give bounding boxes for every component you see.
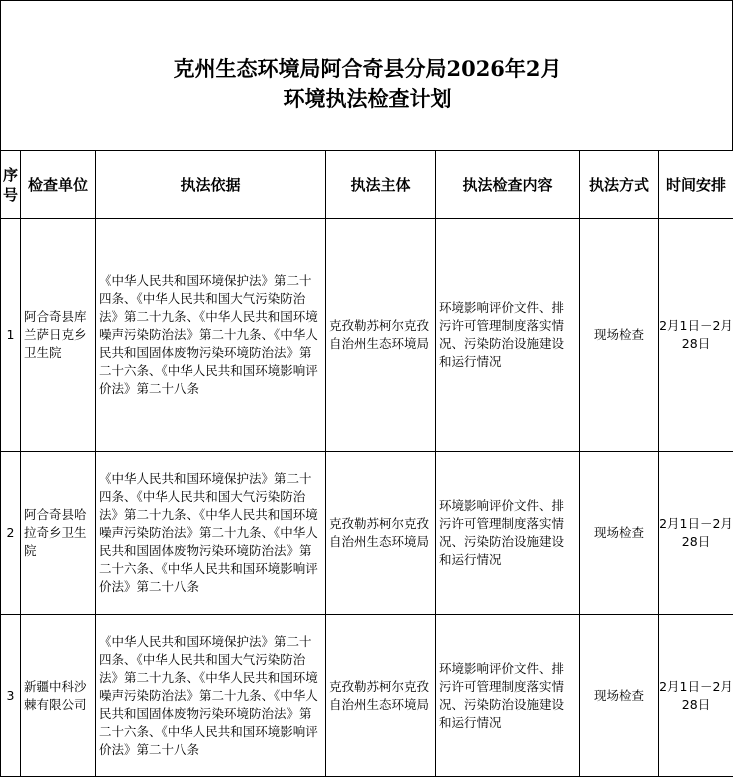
- cell-no: 1: [1, 219, 21, 452]
- cell-unit: 新疆中科沙棘有限公司: [21, 615, 96, 777]
- cell-content: 环境影响评价文件、排污许可管理制度落实情况、污染防治设施建设和运行情况: [436, 452, 580, 615]
- header-method: 执法方式: [580, 151, 659, 219]
- table-row: [1, 615, 733, 777]
- cell-no: 2: [1, 452, 21, 615]
- cell-method: 现场检查: [580, 615, 659, 777]
- cell-no: 3: [1, 615, 21, 777]
- cell-time: 2月1日－2月28日: [659, 219, 733, 452]
- header-time: 时间安排: [659, 151, 733, 219]
- cell-time: 2月1日－2月28日: [659, 452, 733, 615]
- title-block: [0, 0, 733, 150]
- header-subject: 执法主体: [326, 151, 436, 219]
- cell-subject: 克孜勒苏柯尔克孜自治州生态环境局: [326, 615, 436, 777]
- cell-basis: 《中华人民共和国环境保护法》第二十四条、《中华人民共和国大气污染防治法》第二十九条、《中华人民共和国环境噪声污染防治法》第二十九条、《中华人民共和国固体废物污染环境防治法》第二十六条、《中华人民共和国环境影响评价法》第二十八条: [96, 452, 326, 615]
- cell-basis: 《中华人民共和国环境保护法》第二十四条、《中华人民共和国大气污染防治法》第二十九条、《中华人民共和国环境噪声污染防治法》第二十九条、《中华人民共和国固体废物污染环境防治法》第二十六条、《中华人民共和国环境影响评价法》第二十八条: [96, 219, 326, 452]
- table-row: [1, 452, 733, 615]
- header-no: 序号: [1, 151, 21, 219]
- header-content: 执法检查内容: [436, 151, 580, 219]
- cell-subject: 克孜勒苏柯尔克孜自治州生态环境局: [326, 219, 436, 452]
- document-title-line-2: 环境执法检查计划: [1, 83, 733, 113]
- cell-time: 2月1日－2月28日: [659, 615, 733, 777]
- cell-method: 现场检查: [580, 452, 659, 615]
- table-header-row: [1, 151, 733, 219]
- cell-basis: 《中华人民共和国环境保护法》第二十四条、《中华人民共和国大气污染防治法》第二十九条、《中华人民共和国环境噪声污染防治法》第二十九条、《中华人民共和国固体废物污染环境防治法》第二十六条、《中华人民共和国环境影响评价法》第二十八条: [96, 615, 326, 777]
- document-title-line-1: 克州生态环境局阿合奇县分局2026年2月: [1, 53, 733, 83]
- cell-content: 环境影响评价文件、排污许可管理制度落实情况、污染防治设施建设和运行情况: [436, 219, 580, 452]
- table-row: [1, 219, 733, 452]
- cell-subject: 克孜勒苏柯尔克孜自治州生态环境局: [326, 452, 436, 615]
- cell-content: 环境影响评价文件、排污许可管理制度落实情况、污染防治设施建设和运行情况: [436, 615, 580, 777]
- cell-unit: 阿合奇县哈拉奇乡卫生院: [21, 452, 96, 615]
- header-basis: 执法依据: [96, 151, 326, 219]
- cell-method: 现场检查: [580, 219, 659, 452]
- inspection-plan-table: [0, 150, 733, 777]
- cell-unit: 阿合奇县库兰萨日克乡卫生院: [21, 219, 96, 452]
- header-unit: 检查单位: [21, 151, 96, 219]
